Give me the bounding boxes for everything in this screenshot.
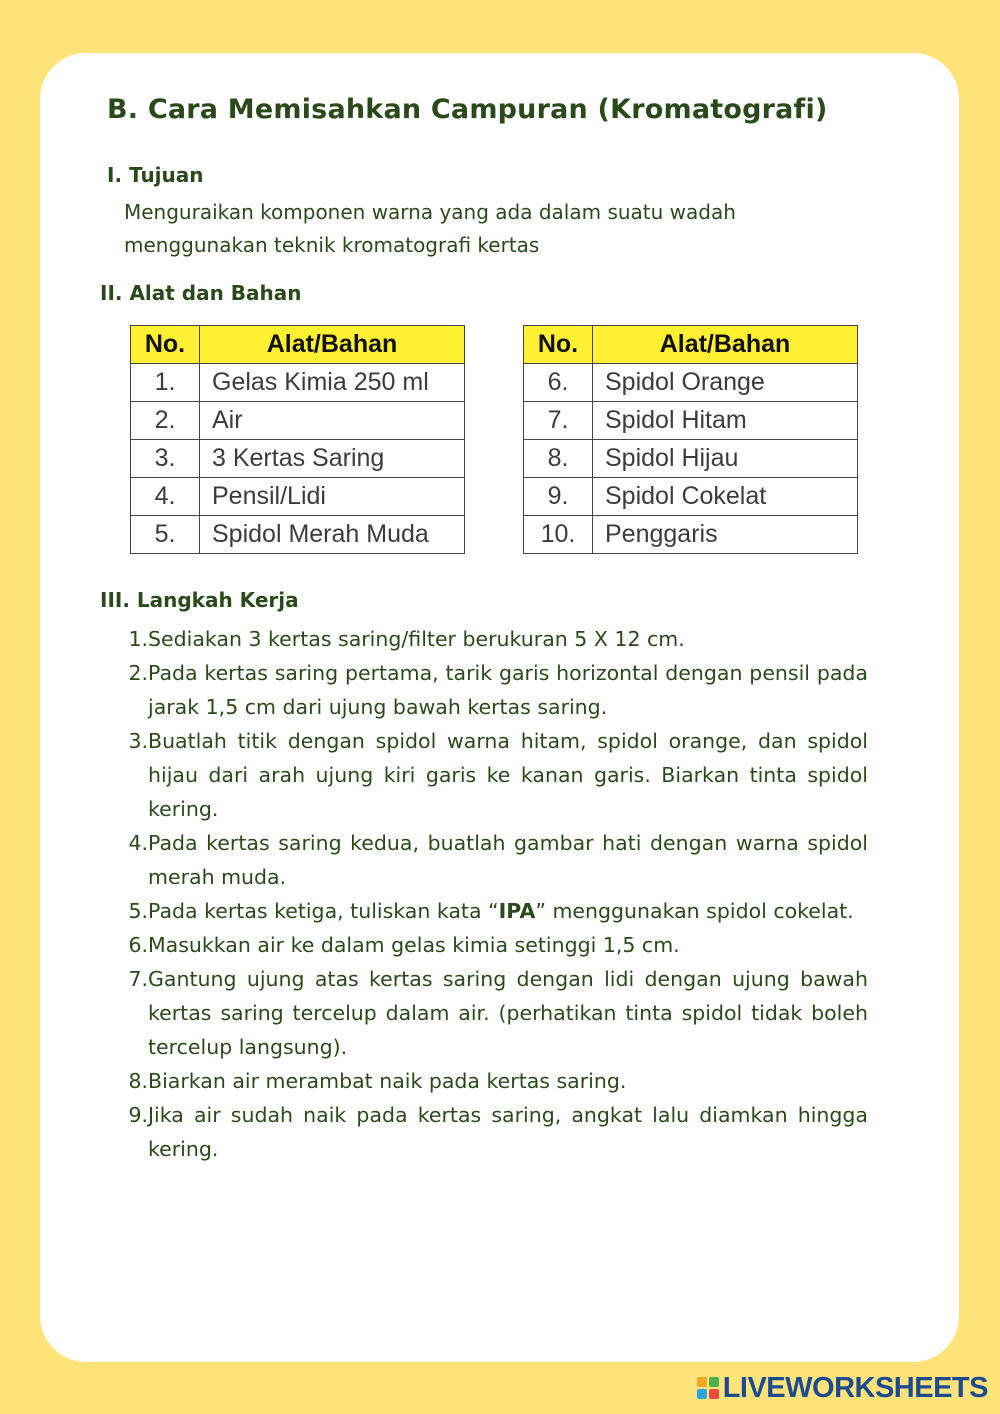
step-number: 3.	[128, 729, 148, 753]
row-number: 5.	[131, 516, 200, 554]
step-number: 6.	[128, 933, 148, 957]
logo-square	[709, 1377, 719, 1387]
row-item: Spidol Hijau	[593, 440, 858, 478]
step-text-pre: Pada kertas ketiga, tuliskan kata “	[148, 899, 499, 923]
step-text	[148, 894, 868, 928]
step-number: 9.	[128, 1103, 148, 1127]
list-item	[126, 656, 868, 724]
table-row	[524, 402, 858, 440]
table-row	[524, 516, 858, 554]
step-number: 7.	[128, 967, 148, 991]
tools-table-right	[523, 325, 858, 554]
step-number: 2.	[128, 661, 148, 685]
logo-text: LIVEWORKSHEETS	[722, 1371, 988, 1404]
row-number: 7.	[524, 402, 593, 440]
row-item: Air	[200, 402, 465, 440]
list-item	[126, 622, 868, 656]
step-text: Sediakan 3 kertas saring/filter berukuran 5 X 12 cm.	[148, 627, 685, 651]
row-item: 3 Kertas Saring	[200, 440, 465, 478]
page-title: B. Cara Memisahkan Campuran (Kromatografi)	[107, 94, 828, 125]
table-row	[131, 440, 465, 478]
tools-table-left	[130, 325, 465, 554]
row-item: Spidol Hitam	[593, 402, 858, 440]
row-number: 3.	[131, 440, 200, 478]
list-item	[126, 962, 868, 1064]
table-row	[131, 402, 465, 440]
table-row	[131, 516, 465, 554]
list-item	[126, 1098, 868, 1166]
step-number: 1.	[128, 627, 148, 651]
row-item: Penggaris	[593, 516, 858, 554]
logo-square	[697, 1377, 707, 1387]
row-number: 4.	[131, 478, 200, 516]
row-number: 8.	[524, 440, 593, 478]
column-header-item: Alat/Bahan	[200, 326, 465, 364]
liveworksheets-logo[interactable]	[697, 1370, 988, 1406]
table-row	[524, 440, 858, 478]
step-text: Biarkan air merambat naik pada kertas saring.	[148, 1069, 627, 1093]
list-item	[126, 928, 868, 962]
step-text-bold: IPA	[498, 899, 536, 923]
step-text: Buatlah titik dengan spidol warna hitam, spidol orange, dan spidol hijau dari arah ujung kiri garis ke kanan garis. Biarkan tinta spidol kering.	[148, 729, 868, 821]
column-header-no: No.	[131, 326, 200, 364]
list-item	[126, 724, 868, 826]
row-item: Spidol Cokelat	[593, 478, 858, 516]
column-header-no: No.	[524, 326, 593, 364]
row-item: Spidol Orange	[593, 364, 858, 402]
step-text: Pada kertas saring pertama, tarik garis horizontal dengan pensil pada jarak 1,5 cm dari ujung bawah kertas saring.	[148, 661, 868, 719]
step-text: Pada kertas saring kedua, buatlah gambar hati dengan warna spidol merah muda.	[148, 831, 868, 889]
tujuan-heading: I. Tujuan	[107, 163, 204, 187]
list-item	[126, 826, 868, 894]
tujuan-line-2: menggunakan teknik kromatografi kertas	[124, 233, 540, 257]
list-item	[126, 894, 868, 928]
table-row	[131, 364, 465, 402]
table-row	[524, 364, 858, 402]
row-number: 9.	[524, 478, 593, 516]
row-number: 10.	[524, 516, 593, 554]
langkah-heading: III. Langkah Kerja	[100, 588, 299, 612]
step-text-post: ” menggunakan spidol cokelat.	[535, 899, 854, 923]
tujuan-text	[124, 196, 884, 262]
step-number: 5.	[128, 899, 148, 923]
row-item: Gelas Kimia 250 ml	[200, 364, 465, 402]
table-row	[131, 478, 465, 516]
steps-list	[126, 622, 868, 1166]
list-item	[126, 1064, 868, 1098]
row-item: Pensil/Lidi	[200, 478, 465, 516]
tujuan-line-1: Menguraikan komponen warna yang ada dalam suatu wadah	[124, 200, 736, 224]
step-text: Masukkan air ke dalam gelas kimia setinggi 1,5 cm.	[148, 933, 680, 957]
logo-square	[709, 1389, 719, 1399]
row-number: 1.	[131, 364, 200, 402]
table-row	[524, 478, 858, 516]
step-text: Gantung ujung atas kertas saring dengan lidi dengan ujung bawah kertas saring tercelup dalam air. (perhatikan tinta spidol tidak boleh tercelup langsung).	[148, 967, 868, 1059]
row-number: 6.	[524, 364, 593, 402]
column-header-item: Alat/Bahan	[593, 326, 858, 364]
row-item: Spidol Merah Muda	[200, 516, 465, 554]
step-number: 4.	[128, 831, 148, 855]
row-number: 2.	[131, 402, 200, 440]
liveworksheets-logo-icon	[697, 1377, 719, 1399]
alat-heading: II. Alat dan Bahan	[100, 281, 302, 305]
logo-square	[697, 1389, 707, 1399]
step-number: 8.	[128, 1069, 148, 1093]
step-text: Jika air sudah naik pada kertas saring, angkat lalu diamkan hingga kering.	[148, 1103, 868, 1161]
